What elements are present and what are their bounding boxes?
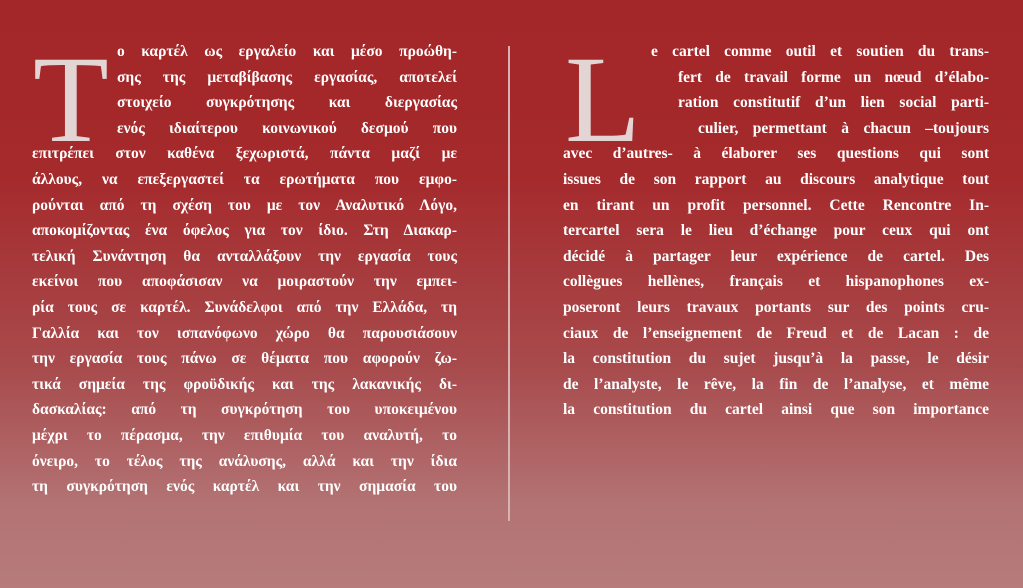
greek-text-line: όνειρο, το τέλος της ανάλυσης, αλλά και την ίδια bbox=[32, 452, 457, 470]
greek-text-line: σης της μεταβίβασης εργασίας, αποτελεί bbox=[117, 68, 457, 86]
greek-text-line: εκείνοι που αποφάσισαν να μοιραστούν την εμπει- bbox=[32, 273, 457, 291]
greek-text-line: τελική Συνάντηση θα ανταλλάξουν την εργασία τους bbox=[32, 247, 457, 265]
french-text-line: issues de son rapport au discours analytique tout bbox=[563, 170, 989, 188]
greek-drop-cap: T bbox=[33, 31, 109, 168]
greek-text-line: αποκομίζοντας ένα όφελος για τον ίδιο. Στη Διακαρ- bbox=[32, 222, 457, 240]
greek-text-column bbox=[32, 31, 457, 500]
french-text-line: e cartel comme outil et soutien du trans- bbox=[651, 43, 989, 60]
french-text-line: fert de travail forme un nœud d’élabo- bbox=[678, 68, 989, 86]
greek-text-line: άλλους, να επεξεργαστεί τα ερωτήματα που εμφο- bbox=[32, 170, 457, 188]
french-text-line: décidé à partager leur expérience de cartel. Des bbox=[563, 247, 989, 265]
french-drop-cap: L bbox=[565, 31, 641, 168]
greek-text-line: ο καρτέλ ως εργαλείο και μέσο προώθη- bbox=[117, 43, 457, 60]
greek-text-line: επιτρέπει στον καθένα ξεχωριστά, πάντα μαζί με bbox=[32, 145, 457, 163]
french-text-line: ciaux de l’enseignement de Freud et de Lacan : de bbox=[563, 324, 989, 342]
french-text-line: en tirant un profit personnel. Cette Rencontre In- bbox=[563, 196, 989, 214]
french-text-line: tercartel sera le lieu d’échange pour ceux qui ont bbox=[563, 222, 989, 240]
greek-text-line: τικά σημεία της φροϋδικής και της λακανικής δι- bbox=[32, 375, 457, 393]
greek-text-line: τη συγκρότηση ενός καρτέλ και την σημασία του bbox=[32, 478, 457, 496]
french-text-line: la constitution du sujet jusqu’à la passe, le désir bbox=[563, 350, 989, 368]
greek-text-line: μέχρι το πέρασμα, την επιθυμία του αναλυτή, το bbox=[32, 426, 457, 444]
french-text-line: de l’analyste, le rêve, la fin de l’analyse, et même bbox=[563, 375, 989, 393]
french-text-line: ration constitutif d’un lien social parti- bbox=[678, 94, 989, 112]
french-text-line: collègues hellènes, français et hispanophones ex- bbox=[563, 273, 989, 291]
french-text-line: poseront leurs travaux portants sur des points cru- bbox=[563, 298, 989, 316]
greek-text-line: στοιχείο συγκρότησης και διεργασίας bbox=[117, 94, 457, 112]
french-text-line: la constitution du cartel ainsi que son importance bbox=[563, 401, 989, 419]
greek-text-line: Γαλλία και τον ισπανόφωνο χώρο θα παρουσιάσουν bbox=[32, 324, 457, 342]
french-text-column bbox=[563, 31, 989, 423]
french-text-line: culier, permettant à chacun –toujours bbox=[698, 119, 989, 137]
column-divider bbox=[508, 46, 510, 521]
greek-text-line: ενός ιδιαίτερου κοινωνικού δεσμού που bbox=[117, 119, 457, 137]
french-text-line: avec d’autres- à élaborer ses questions qui sont bbox=[563, 145, 989, 163]
greek-text-line: την εργασία τους πάνω σε θέματα που αφορούν ζω- bbox=[32, 350, 457, 368]
greek-text-line: ρούνται από τη σχέση του με τον Αναλυτικό Λόγο, bbox=[32, 196, 457, 214]
greek-text-line: ρία τους σε καρτέλ. Συνάδελφοι από την Ελλάδα, τη bbox=[32, 298, 457, 316]
greek-text-line: δασκαλίας: από τη συγκρότηση του υποκειμένου bbox=[32, 401, 457, 419]
